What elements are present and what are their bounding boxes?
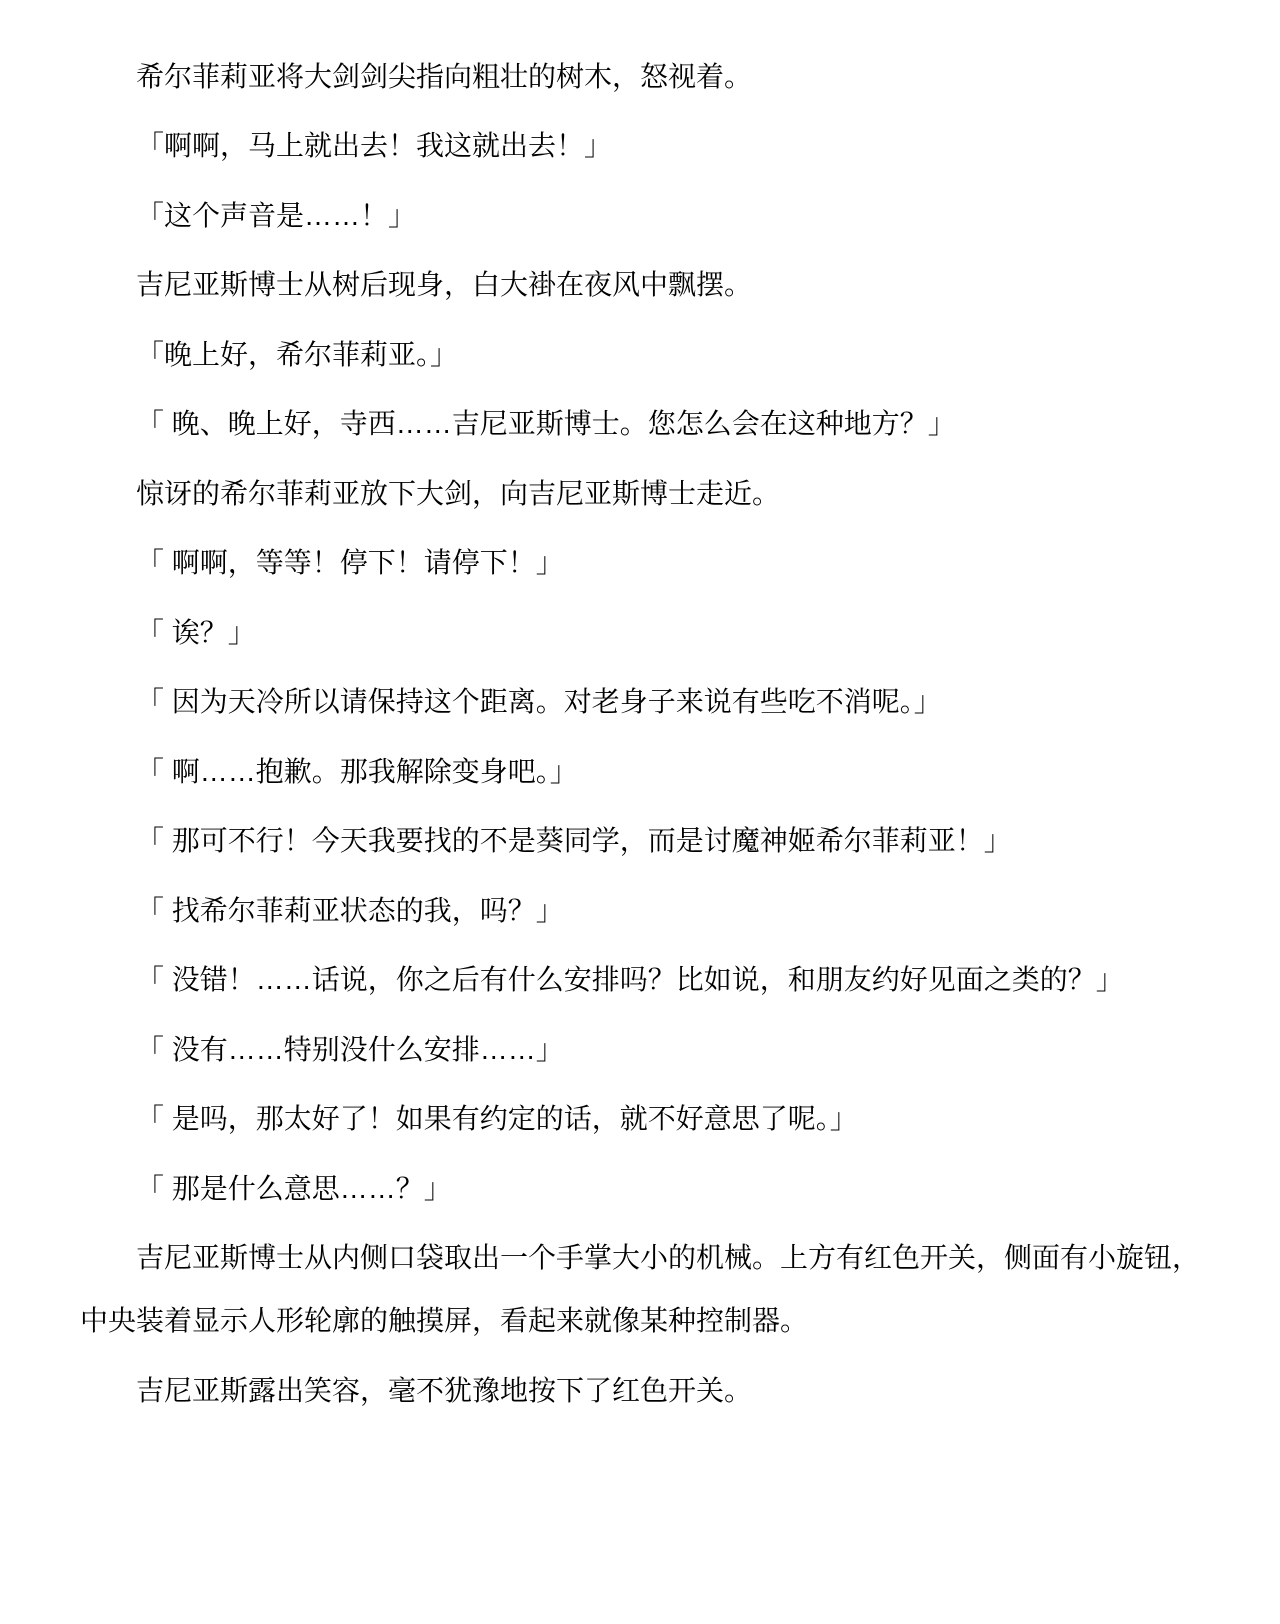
paragraph-dialogue: 「 没错！……话说，你之后有什么安排吗？比如说，和朋友约好见面之类的？」 [136, 964, 1124, 995]
paragraph-narration: 惊讶的希尔菲莉亚放下大剑，向吉尼亚斯博士走近。 [136, 477, 781, 509]
paragraph-narration: 吉尼亚斯露出笑容，毫不犹豫地按下了红色开关。 [136, 1374, 753, 1406]
paragraph-dialogue: 「啊啊，马上就出去！我这就出去！」 [136, 130, 613, 161]
paragraph-dialogue: 「 那可不行！今天我要找的不是葵同学，而是讨魔神姬希尔菲莉亚！」 [136, 825, 1012, 856]
paragraph-dialogue: 「 诶？」 [136, 616, 256, 648]
paragraph-dialogue: 「晚上好，希尔菲莉亚。」 [136, 338, 459, 370]
paragraph-narration: 希尔菲莉亚将大剑剑尖指向粗壮的树木，怒视着。 [136, 60, 753, 92]
paragraph-dialogue: 「 没有……特别没什么安排……」 [136, 1033, 564, 1065]
paragraph-dialogue: 「 啊……抱歉。那我解除变身吧。」 [136, 755, 578, 787]
paragraph-dialogue: 「 晚、晚上好，寺西……吉尼亚斯博士。您怎么会在这种地方？」 [136, 408, 956, 439]
paragraph-narration: 吉尼亚斯博士从树后现身，白大褂在夜风中飘摆。 [136, 269, 753, 300]
paragraph-dialogue: 「 是吗，那太好了！如果有约定的话，就不好意思了呢。」 [136, 1103, 858, 1134]
paragraph-dialogue: 「 找希尔菲莉亚状态的我，吗？」 [136, 894, 564, 926]
paragraph-dialogue: 「 啊啊，等等！停下！请停下！」 [136, 547, 564, 578]
paragraph-dialogue: 「 因为天冷所以请保持这个距离。对老身子来说有些吃不消呢。」 [136, 686, 942, 717]
paragraph-dialogue: 「 那是什么意思……？」 [136, 1172, 452, 1204]
paragraph-narration: 吉尼亚斯博士从内侧口袋取出一个手掌大小的机械。上方有红色开关，侧面有小旋钮，中央装着显示人形轮廓的触摸屏，看起来就像某种控制器。 [80, 1242, 1201, 1336]
paragraph-dialogue: 「这个声音是……！」 [136, 199, 417, 231]
